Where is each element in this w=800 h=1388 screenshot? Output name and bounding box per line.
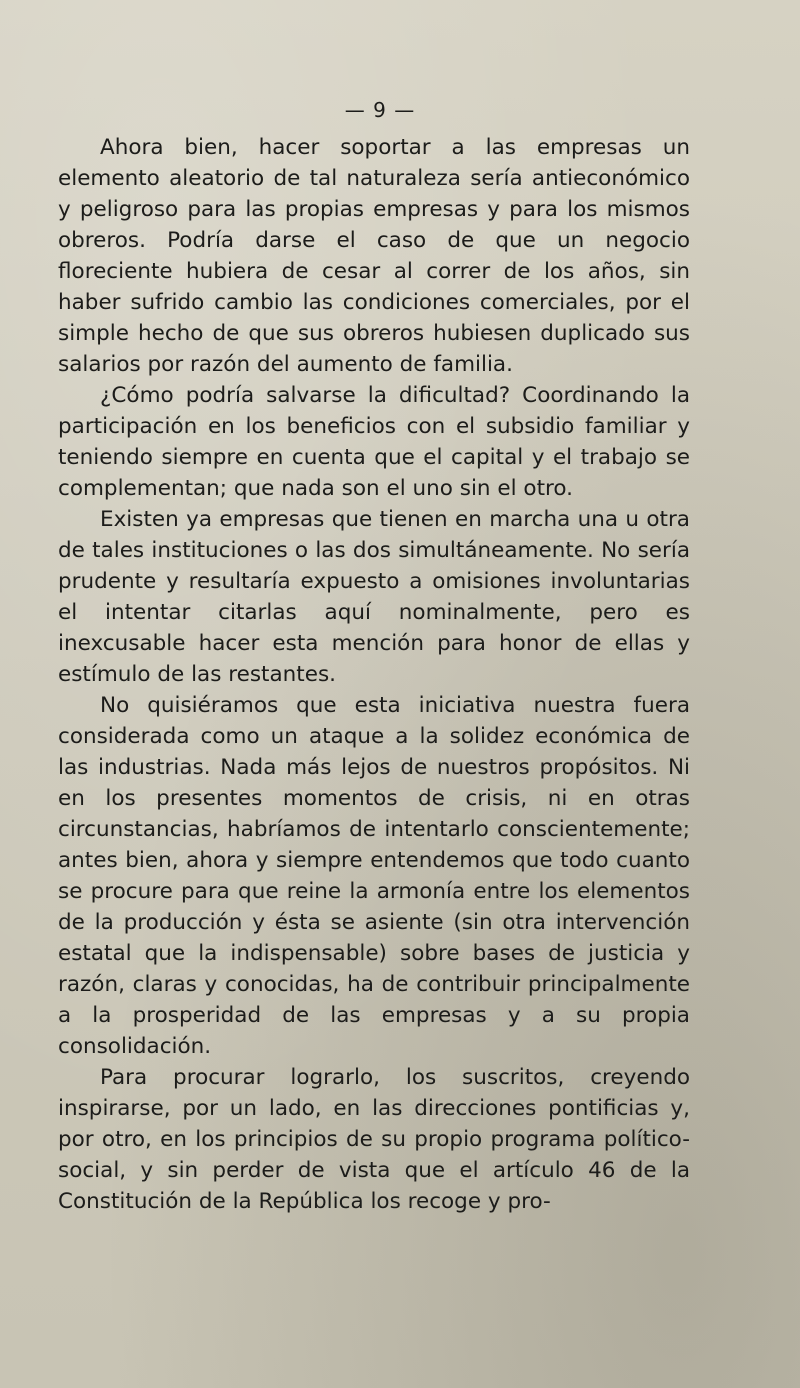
paragraph-5: Para procurar lograrlo, los suscritos, creyendo inspirarse, por un lado, en las direcciones pontificias y, por otro, en los principios de su propio programa político-social, y sin perder de vista que el artículo 46 de la Constitución de la República los recoge y pro- <box>58 1065 690 1214</box>
body-text <box>58 132 690 1217</box>
paragraph-1: Ahora bien, hacer soportar a las empresas un elemento aleatorio de tal naturaleza sería antieconómico y peligroso para las propias empresas y para los mismos obreros. Podría darse el caso de que un negocio floreciente hubiera de cesar al correr de los años, sin haber sufrido cambio las condiciones comerciales, por el simple hecho de que sus obreros hubiesen duplicado sus salarios por razón del aumento de familia. <box>58 135 690 377</box>
paragraph-4: No quisiéramos que esta iniciativa nuestra fuera considerada como un ataque a la solidez económica de las industrias. Nada más lejos de nuestros propósitos. Ni en los presentes momentos de crisis, ni en otras circunstancias, habríamos de intentarlo conscientemente; antes bien, ahora y siempre entendemos que todo cuanto se procure para que reine la armonía entre los elementos de la producción y ésta se asiente (sin otra intervención estatal que la indispensable) sobre bases de justicia y razón, claras y conocidas, ha de contribuir principalmente a la prosperidad de las empresas y a su propia consolidación. <box>58 693 690 1059</box>
page-number: — 9 — <box>344 98 416 122</box>
paragraph-2: ¿Cómo podría salvarse la dificultad? Coordinando la participación en los beneficios con el subsidio familiar y teniendo siempre en cuenta que el capital y el trabajo se complementan; que nada son el uno sin el otro. <box>58 383 690 501</box>
paragraph-3: Existen ya empresas que tienen en marcha una u otra de tales instituciones o las dos simultáneamente. No sería prudente y resultaría expuesto a omisiones involuntarias el intentar citarlas aquí nominalmente, pero es inexcusable hacer esta mención para honor de ellas y estímulo de las restantes. <box>58 507 690 687</box>
